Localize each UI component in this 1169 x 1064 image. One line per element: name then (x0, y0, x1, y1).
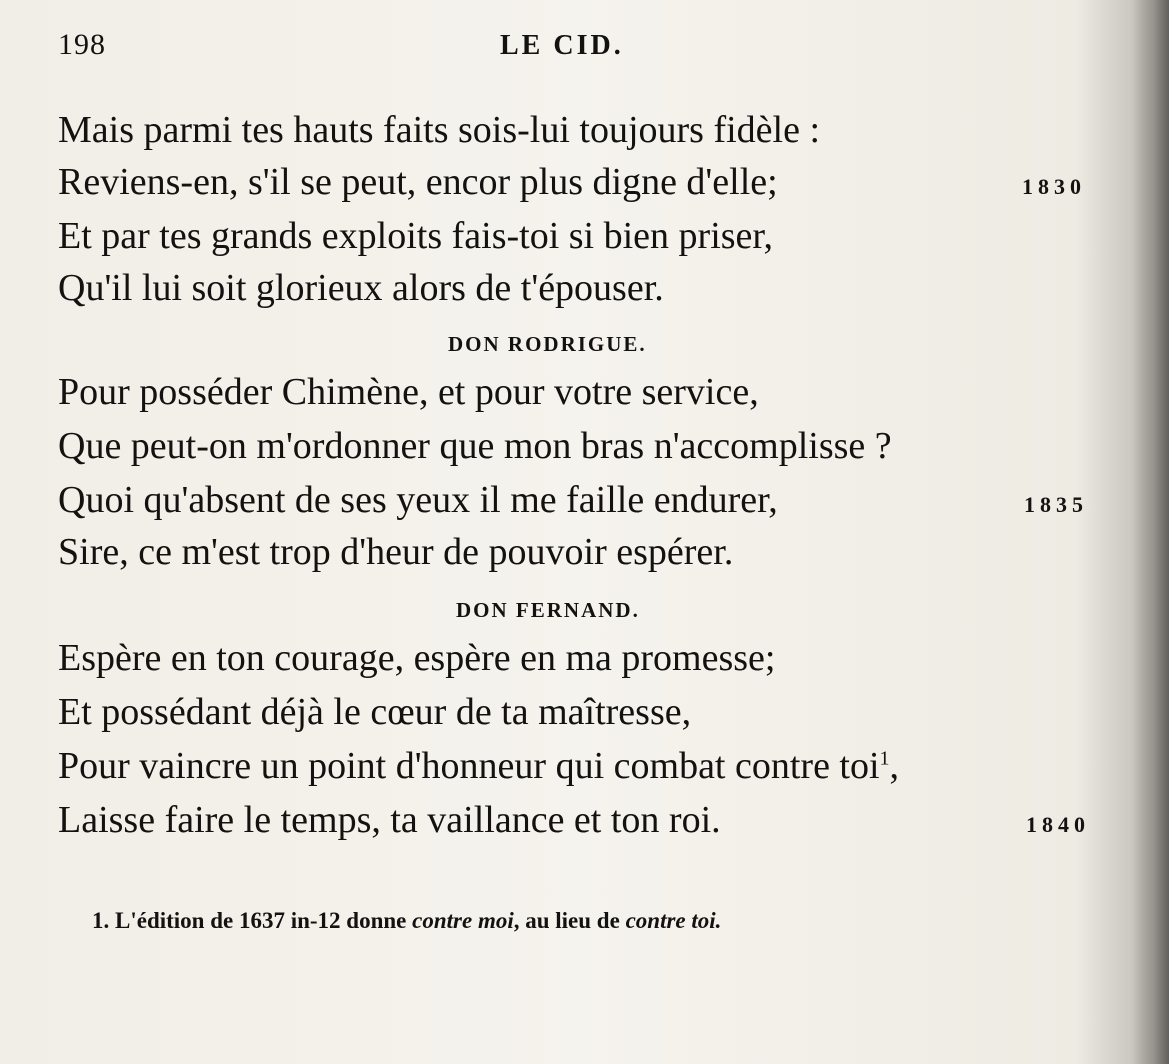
running-title: LE CID. (500, 30, 624, 61)
speaker-name: DON FERNAND. (456, 598, 640, 622)
verse-line: Qu'il lui soit glorieux alors de t'épouser. (58, 267, 664, 309)
footnote-marker: 1. (92, 908, 110, 933)
verse-line: Et possédant déjà le cœur de ta maîtresse, (58, 691, 692, 733)
footnote-reference: 1 (879, 747, 890, 770)
verse-text: Pour vaincre un point d'honneur qui combat contre toi (58, 745, 880, 787)
page-number: 198 (58, 28, 106, 61)
footnote-text: , au lieu de (513, 908, 620, 933)
verse-line: Reviens-en, s'il se peut, encor plus digne d'elle; (58, 161, 778, 203)
verse-line: Espère en ton courage, espère en ma promesse; (58, 637, 776, 679)
footnote-italic: contre moi (412, 908, 514, 933)
page-gutter-shadow (1131, 0, 1169, 1064)
speaker-name: DON RODRIGUE. (448, 332, 647, 356)
footnote-text: L'édition de 1637 in-12 donne (115, 908, 407, 933)
verse-punctuation: , (889, 745, 900, 787)
verse-line: Quoi qu'absent de ses yeux il me faille endurer, (58, 479, 778, 521)
footnote (92, 908, 721, 934)
verse-line (58, 744, 899, 788)
footnote-italic: contre toi. (625, 908, 722, 933)
verse-line: Mais parmi tes hauts faits sois-lui toujours fidèle : (58, 109, 821, 151)
verse-line: Laisse faire le temps, ta vaillance et ton roi. (58, 799, 721, 841)
verse-line: Sire, ce m'est trop d'heur de pouvoir espérer. (58, 531, 734, 573)
verse-line: Pour posséder Chimène, et pour votre service, (58, 371, 759, 413)
verse-line: Que peut-on m'ordonner que mon bras n'accomplisse ? (58, 425, 892, 467)
line-number: 1830 (1022, 174, 1086, 199)
line-number: 1835 (1024, 492, 1088, 517)
verse-line: Et par tes grands exploits fais-toi si bien priser, (58, 215, 774, 257)
line-number: 1840 (1026, 812, 1090, 837)
